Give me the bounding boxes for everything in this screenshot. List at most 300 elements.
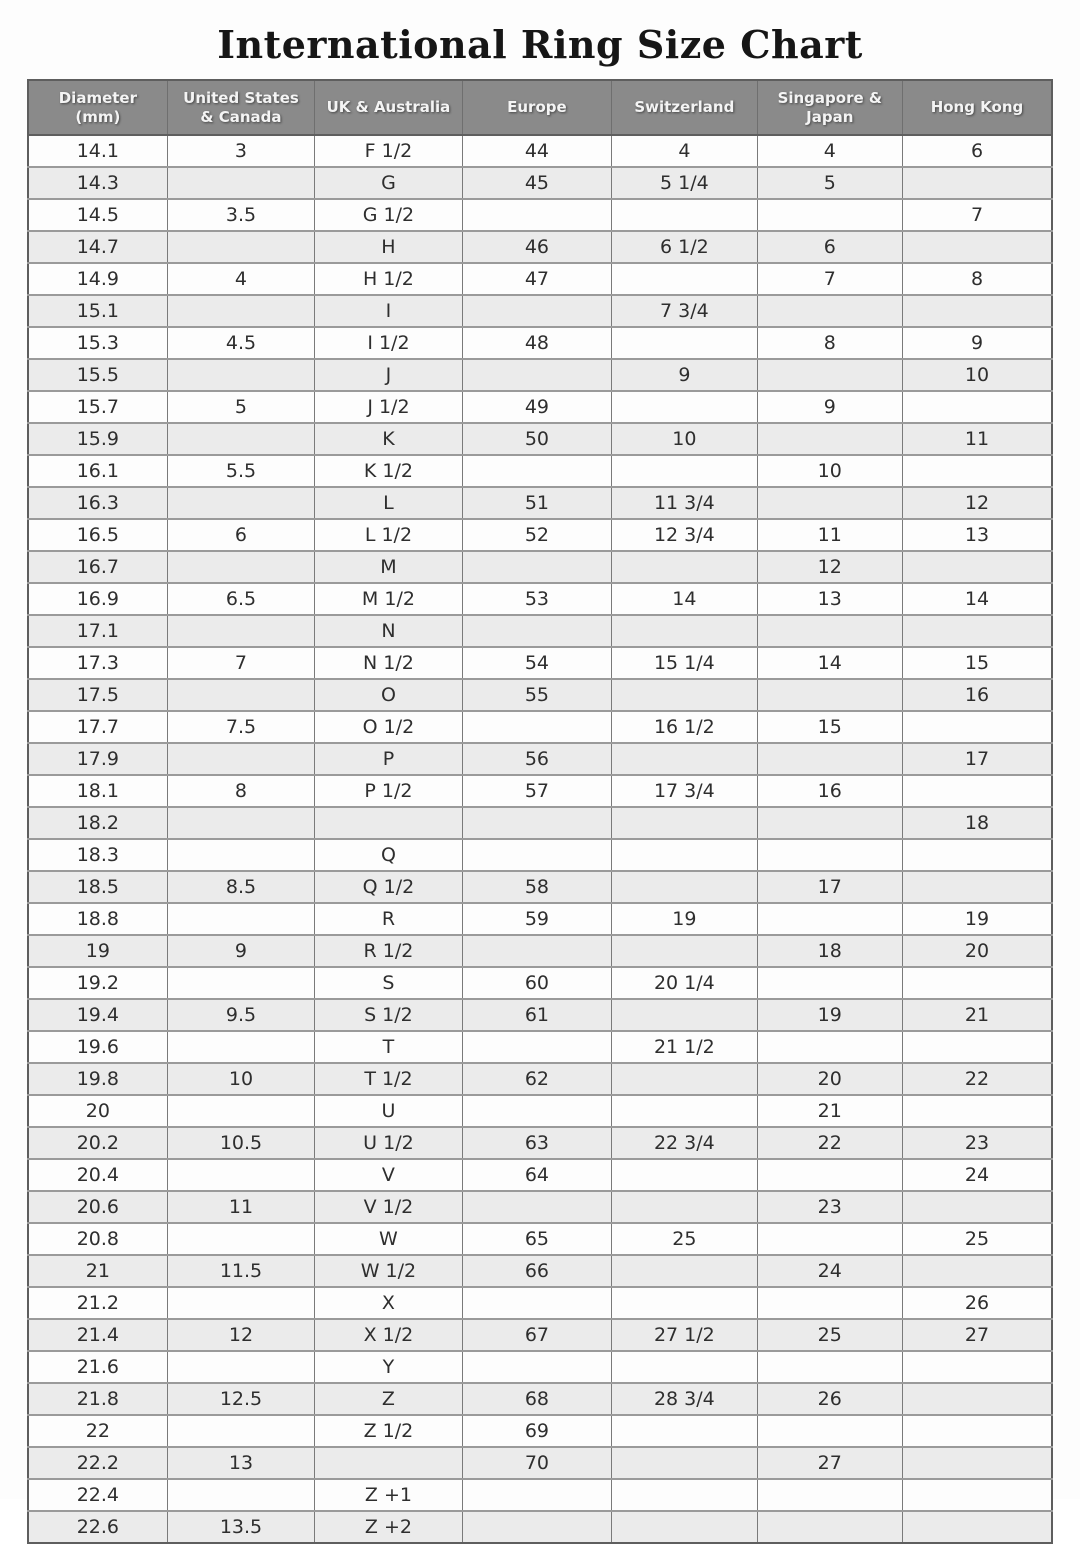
table-cell: 21 bbox=[757, 1095, 902, 1127]
table-row bbox=[28, 359, 1052, 391]
table-cell: 14.3 bbox=[28, 167, 167, 199]
table-cell bbox=[757, 1351, 902, 1383]
table-cell: 22 bbox=[28, 1415, 167, 1447]
table-cell: 7 bbox=[167, 647, 314, 679]
table-cell: F 1/2 bbox=[315, 135, 462, 167]
table-cell: 5 bbox=[757, 167, 902, 199]
table-cell: 5 bbox=[167, 391, 314, 423]
table-cell: 23 bbox=[757, 1191, 902, 1223]
table-cell bbox=[757, 1159, 902, 1191]
table-cell: 59 bbox=[462, 903, 612, 935]
table-cell: 60 bbox=[462, 967, 612, 999]
table-cell bbox=[612, 391, 757, 423]
table-row bbox=[28, 487, 1052, 519]
table-cell bbox=[902, 1479, 1052, 1511]
table-cell: 12 bbox=[757, 551, 902, 583]
table-cell: 69 bbox=[462, 1415, 612, 1447]
table-cell: V bbox=[315, 1159, 462, 1191]
table-cell: 65 bbox=[462, 1223, 612, 1255]
table-cell: 15.5 bbox=[28, 359, 167, 391]
table-cell bbox=[462, 1031, 612, 1063]
table-cell: 19 bbox=[28, 935, 167, 967]
table-cell: Q 1/2 bbox=[315, 871, 462, 903]
table-cell bbox=[757, 1287, 902, 1319]
table-cell: 7 bbox=[757, 263, 902, 295]
column-header: Switzerland bbox=[612, 80, 757, 135]
table-cell: 18.8 bbox=[28, 903, 167, 935]
table-cell bbox=[167, 551, 314, 583]
table-cell bbox=[167, 807, 314, 839]
column-header: UK & Australia bbox=[315, 80, 462, 135]
table-cell: G 1/2 bbox=[315, 199, 462, 231]
table-cell: 9 bbox=[612, 359, 757, 391]
table-cell: 24 bbox=[902, 1159, 1052, 1191]
table-cell bbox=[167, 967, 314, 999]
table-cell: 9 bbox=[902, 327, 1052, 359]
table-cell: 15.7 bbox=[28, 391, 167, 423]
table-cell: 18.3 bbox=[28, 839, 167, 871]
ring-size-table bbox=[27, 79, 1053, 1544]
table-cell bbox=[612, 1095, 757, 1127]
table-cell bbox=[167, 231, 314, 263]
table-cell bbox=[902, 1447, 1052, 1479]
table-cell: X 1/2 bbox=[315, 1319, 462, 1351]
table-cell: O bbox=[315, 679, 462, 711]
table-row bbox=[28, 679, 1052, 711]
table-cell: 18 bbox=[902, 807, 1052, 839]
table-cell: P bbox=[315, 743, 462, 775]
table-cell bbox=[612, 807, 757, 839]
table-row bbox=[28, 391, 1052, 423]
table-row bbox=[28, 231, 1052, 263]
table-cell: 11 3/4 bbox=[612, 487, 757, 519]
table-cell: 22.4 bbox=[28, 1479, 167, 1511]
table-cell bbox=[902, 615, 1052, 647]
table-cell: 7.5 bbox=[167, 711, 314, 743]
table-cell: 14.7 bbox=[28, 231, 167, 263]
table-cell bbox=[167, 1159, 314, 1191]
table-cell: 16.1 bbox=[28, 455, 167, 487]
table-row bbox=[28, 423, 1052, 455]
table-cell: 17 bbox=[757, 871, 902, 903]
table-row bbox=[28, 1383, 1052, 1415]
table-cell: 6 1/2 bbox=[612, 231, 757, 263]
table-cell bbox=[167, 839, 314, 871]
table-cell: 10 bbox=[902, 359, 1052, 391]
table-cell bbox=[167, 1415, 314, 1447]
table-cell bbox=[902, 167, 1052, 199]
table-row bbox=[28, 807, 1052, 839]
table-cell bbox=[902, 455, 1052, 487]
table-row bbox=[28, 1191, 1052, 1223]
table-cell: U 1/2 bbox=[315, 1127, 462, 1159]
table-cell bbox=[167, 1351, 314, 1383]
table-cell: 27 bbox=[902, 1319, 1052, 1351]
table-cell bbox=[612, 199, 757, 231]
table-row bbox=[28, 1127, 1052, 1159]
table-cell: I bbox=[315, 295, 462, 327]
table-cell: L 1/2 bbox=[315, 519, 462, 551]
table-cell: Z +1 bbox=[315, 1479, 462, 1511]
table-cell: 18.5 bbox=[28, 871, 167, 903]
table-cell: 19.6 bbox=[28, 1031, 167, 1063]
table-cell: 17 3/4 bbox=[612, 775, 757, 807]
table-cell bbox=[757, 487, 902, 519]
table-cell: 10 bbox=[757, 455, 902, 487]
table-row bbox=[28, 999, 1052, 1031]
table-cell bbox=[757, 1223, 902, 1255]
table-cell: 7 bbox=[902, 199, 1052, 231]
table-row bbox=[28, 903, 1052, 935]
table-cell: 25 bbox=[757, 1319, 902, 1351]
table-cell: 13 bbox=[167, 1447, 314, 1479]
table-cell: 21 1/2 bbox=[612, 1031, 757, 1063]
table-row bbox=[28, 1511, 1052, 1543]
table-cell: 51 bbox=[462, 487, 612, 519]
table-cell bbox=[757, 743, 902, 775]
table-cell: S 1/2 bbox=[315, 999, 462, 1031]
table-cell: 57 bbox=[462, 775, 612, 807]
table-cell bbox=[902, 1415, 1052, 1447]
table-cell: 68 bbox=[462, 1383, 612, 1415]
table-cell: H bbox=[315, 231, 462, 263]
table-cell bbox=[462, 1191, 612, 1223]
column-header: Singapore & Japan bbox=[757, 80, 902, 135]
table-cell bbox=[612, 1287, 757, 1319]
table-cell bbox=[902, 295, 1052, 327]
table-row bbox=[28, 967, 1052, 999]
table-cell: 6 bbox=[902, 135, 1052, 167]
table-cell: 18.2 bbox=[28, 807, 167, 839]
table-cell: 15.9 bbox=[28, 423, 167, 455]
table-cell: 17.7 bbox=[28, 711, 167, 743]
table-cell: 3.5 bbox=[167, 199, 314, 231]
table-cell: 13.5 bbox=[167, 1511, 314, 1543]
table-cell: 17 bbox=[902, 743, 1052, 775]
table-cell: 20 bbox=[902, 935, 1052, 967]
table-cell bbox=[315, 1447, 462, 1479]
table-cell: 19 bbox=[757, 999, 902, 1031]
table-cell: N bbox=[315, 615, 462, 647]
table-row bbox=[28, 1095, 1052, 1127]
table-cell bbox=[462, 935, 612, 967]
table-cell: 4 bbox=[167, 263, 314, 295]
table-cell bbox=[757, 295, 902, 327]
table-cell: 19 bbox=[902, 903, 1052, 935]
table-cell bbox=[612, 871, 757, 903]
table-cell: X bbox=[315, 1287, 462, 1319]
table-cell: 6 bbox=[757, 231, 902, 263]
table-cell: J bbox=[315, 359, 462, 391]
table-cell bbox=[757, 615, 902, 647]
table-cell: 21.4 bbox=[28, 1319, 167, 1351]
table-cell bbox=[902, 391, 1052, 423]
table-cell: 26 bbox=[757, 1383, 902, 1415]
table-cell bbox=[167, 295, 314, 327]
table-cell: 14.5 bbox=[28, 199, 167, 231]
column-header: Hong Kong bbox=[902, 80, 1052, 135]
table-cell: 8 bbox=[757, 327, 902, 359]
table-cell: 17.3 bbox=[28, 647, 167, 679]
table-cell: K 1/2 bbox=[315, 455, 462, 487]
table-cell bbox=[612, 1415, 757, 1447]
table-cell bbox=[315, 807, 462, 839]
table-cell: 11 bbox=[757, 519, 902, 551]
table-cell bbox=[167, 679, 314, 711]
table-cell bbox=[902, 967, 1052, 999]
table-cell bbox=[757, 839, 902, 871]
table-cell: 10 bbox=[612, 423, 757, 455]
column-header: Europe bbox=[462, 80, 612, 135]
table-cell: W 1/2 bbox=[315, 1255, 462, 1287]
table-cell bbox=[902, 775, 1052, 807]
table-cell: 20 1/4 bbox=[612, 967, 757, 999]
table-cell bbox=[167, 1479, 314, 1511]
table-cell: 19.8 bbox=[28, 1063, 167, 1095]
table-cell: 18.1 bbox=[28, 775, 167, 807]
table-cell: 9 bbox=[757, 391, 902, 423]
table-row bbox=[28, 455, 1052, 487]
table-cell: G bbox=[315, 167, 462, 199]
table-cell: 22.6 bbox=[28, 1511, 167, 1543]
table-cell bbox=[902, 711, 1052, 743]
table-cell: 16.7 bbox=[28, 551, 167, 583]
table-row bbox=[28, 263, 1052, 295]
table-cell bbox=[612, 935, 757, 967]
table-cell: 13 bbox=[757, 583, 902, 615]
table-cell bbox=[757, 1415, 902, 1447]
table-cell: 22 3/4 bbox=[612, 1127, 757, 1159]
table-cell: 13 bbox=[902, 519, 1052, 551]
table-cell bbox=[757, 1479, 902, 1511]
table-cell: 4 bbox=[612, 135, 757, 167]
table-cell: 21 bbox=[28, 1255, 167, 1287]
table-cell: W bbox=[315, 1223, 462, 1255]
table-row bbox=[28, 583, 1052, 615]
table-row bbox=[28, 1223, 1052, 1255]
table-cell bbox=[612, 1063, 757, 1095]
table-cell bbox=[462, 615, 612, 647]
table-cell: 53 bbox=[462, 583, 612, 615]
table-row bbox=[28, 199, 1052, 231]
table-cell: 21.6 bbox=[28, 1351, 167, 1383]
table-cell: 67 bbox=[462, 1319, 612, 1351]
table-cell: S bbox=[315, 967, 462, 999]
table-cell bbox=[757, 679, 902, 711]
table-cell: 15.3 bbox=[28, 327, 167, 359]
table-cell bbox=[757, 967, 902, 999]
table-cell: I 1/2 bbox=[315, 327, 462, 359]
table-cell: 18 bbox=[757, 935, 902, 967]
table-row bbox=[28, 775, 1052, 807]
table-cell: 5 1/4 bbox=[612, 167, 757, 199]
table-cell bbox=[612, 1255, 757, 1287]
table-cell bbox=[612, 263, 757, 295]
table-cell: 16 bbox=[902, 679, 1052, 711]
table-cell bbox=[902, 231, 1052, 263]
table-cell: 28 3/4 bbox=[612, 1383, 757, 1415]
table-cell: 16.5 bbox=[28, 519, 167, 551]
table-cell bbox=[167, 487, 314, 519]
table-cell bbox=[612, 327, 757, 359]
table-cell bbox=[902, 1511, 1052, 1543]
table-row bbox=[28, 327, 1052, 359]
column-header: Diameter (mm) bbox=[28, 80, 167, 135]
table-cell: H 1/2 bbox=[315, 263, 462, 295]
table-cell: 55 bbox=[462, 679, 612, 711]
table-row bbox=[28, 839, 1052, 871]
table-cell: V 1/2 bbox=[315, 1191, 462, 1223]
table-cell: 22 bbox=[902, 1063, 1052, 1095]
table-row bbox=[28, 1447, 1052, 1479]
table-cell bbox=[612, 839, 757, 871]
table-cell bbox=[462, 1479, 612, 1511]
table-cell: 11 bbox=[902, 423, 1052, 455]
table-row bbox=[28, 871, 1052, 903]
table-cell bbox=[612, 1159, 757, 1191]
table-cell bbox=[462, 1351, 612, 1383]
table-cell: 58 bbox=[462, 871, 612, 903]
table-cell bbox=[757, 423, 902, 455]
table-cell: 4 bbox=[757, 135, 902, 167]
table-cell bbox=[612, 615, 757, 647]
table-cell: Q bbox=[315, 839, 462, 871]
table-cell bbox=[462, 807, 612, 839]
table-cell bbox=[612, 1447, 757, 1479]
table-cell bbox=[462, 711, 612, 743]
table-cell: U bbox=[315, 1095, 462, 1127]
table-cell: 10 bbox=[167, 1063, 314, 1095]
table-cell: 6 bbox=[167, 519, 314, 551]
table-row bbox=[28, 935, 1052, 967]
table-cell bbox=[462, 1095, 612, 1127]
table-cell: 14.1 bbox=[28, 135, 167, 167]
table-cell: 12 3/4 bbox=[612, 519, 757, 551]
table-cell: 22.2 bbox=[28, 1447, 167, 1479]
table-cell bbox=[167, 615, 314, 647]
table-cell bbox=[612, 1511, 757, 1543]
table-cell: 17.1 bbox=[28, 615, 167, 647]
table-cell: 11 bbox=[167, 1191, 314, 1223]
table-cell bbox=[167, 743, 314, 775]
table-cell: 61 bbox=[462, 999, 612, 1031]
table-cell: 19.4 bbox=[28, 999, 167, 1031]
table-cell: 44 bbox=[462, 135, 612, 167]
table-cell: 23 bbox=[902, 1127, 1052, 1159]
table-cell: 12.5 bbox=[167, 1383, 314, 1415]
table-cell: 17.5 bbox=[28, 679, 167, 711]
page-title: International Ring Size Chart bbox=[217, 22, 863, 67]
table-cell bbox=[757, 359, 902, 391]
table-cell bbox=[167, 359, 314, 391]
table-cell: 16.9 bbox=[28, 583, 167, 615]
table-cell: 19.2 bbox=[28, 967, 167, 999]
table-cell: 45 bbox=[462, 167, 612, 199]
table-row bbox=[28, 1319, 1052, 1351]
table-cell: 7 3/4 bbox=[612, 295, 757, 327]
table-cell bbox=[462, 199, 612, 231]
table-cell bbox=[757, 199, 902, 231]
table-cell bbox=[902, 1191, 1052, 1223]
table-cell: 20.2 bbox=[28, 1127, 167, 1159]
table-cell: 15 1/4 bbox=[612, 647, 757, 679]
table-cell bbox=[462, 1511, 612, 1543]
table-cell: 25 bbox=[612, 1223, 757, 1255]
table-cell: 8 bbox=[902, 263, 1052, 295]
table-cell bbox=[902, 1095, 1052, 1127]
table-cell: 5.5 bbox=[167, 455, 314, 487]
table-cell: 64 bbox=[462, 1159, 612, 1191]
table-row bbox=[28, 711, 1052, 743]
table-cell: 6.5 bbox=[167, 583, 314, 615]
table-cell: 14 bbox=[757, 647, 902, 679]
table-cell: 48 bbox=[462, 327, 612, 359]
table-cell: R bbox=[315, 903, 462, 935]
table-cell: 56 bbox=[462, 743, 612, 775]
table-row bbox=[28, 551, 1052, 583]
table-cell: 21.8 bbox=[28, 1383, 167, 1415]
table-cell: 14 bbox=[612, 583, 757, 615]
table-cell: 14 bbox=[902, 583, 1052, 615]
table-cell: 27 bbox=[757, 1447, 902, 1479]
table-cell: 15.1 bbox=[28, 295, 167, 327]
table-cell bbox=[902, 839, 1052, 871]
table-cell: 20.6 bbox=[28, 1191, 167, 1223]
table-cell bbox=[167, 903, 314, 935]
table-cell bbox=[167, 1223, 314, 1255]
table-cell: 54 bbox=[462, 647, 612, 679]
table-row bbox=[28, 295, 1052, 327]
table-cell: 16.3 bbox=[28, 487, 167, 519]
table-cell bbox=[612, 743, 757, 775]
table-cell bbox=[612, 1351, 757, 1383]
table-cell: 11.5 bbox=[167, 1255, 314, 1287]
table-cell bbox=[902, 1255, 1052, 1287]
table-cell bbox=[167, 1287, 314, 1319]
table-cell bbox=[902, 1031, 1052, 1063]
table-cell: 62 bbox=[462, 1063, 612, 1095]
table-cell: 8.5 bbox=[167, 871, 314, 903]
table-row bbox=[28, 1255, 1052, 1287]
table-cell bbox=[757, 903, 902, 935]
table-cell: 16 bbox=[757, 775, 902, 807]
table-cell: L bbox=[315, 487, 462, 519]
table-row bbox=[28, 647, 1052, 679]
table-cell bbox=[902, 871, 1052, 903]
table-cell: 17.9 bbox=[28, 743, 167, 775]
table-cell bbox=[902, 551, 1052, 583]
table-cell bbox=[902, 1383, 1052, 1415]
column-header: United States & Canada bbox=[167, 80, 314, 135]
table-cell: 25 bbox=[902, 1223, 1052, 1255]
table-cell bbox=[167, 423, 314, 455]
table-cell: O 1/2 bbox=[315, 711, 462, 743]
table-cell: 16 1/2 bbox=[612, 711, 757, 743]
table-cell bbox=[612, 1479, 757, 1511]
table-cell: 49 bbox=[462, 391, 612, 423]
table-cell: 47 bbox=[462, 263, 612, 295]
table-cell: 4.5 bbox=[167, 327, 314, 359]
table-cell: M 1/2 bbox=[315, 583, 462, 615]
table-cell: 20 bbox=[757, 1063, 902, 1095]
table-row bbox=[28, 1479, 1052, 1511]
table-cell: 22 bbox=[757, 1127, 902, 1159]
table-cell bbox=[462, 295, 612, 327]
table-cell: 20.4 bbox=[28, 1159, 167, 1191]
table-row bbox=[28, 1063, 1052, 1095]
table-row bbox=[28, 167, 1052, 199]
table-row bbox=[28, 615, 1052, 647]
